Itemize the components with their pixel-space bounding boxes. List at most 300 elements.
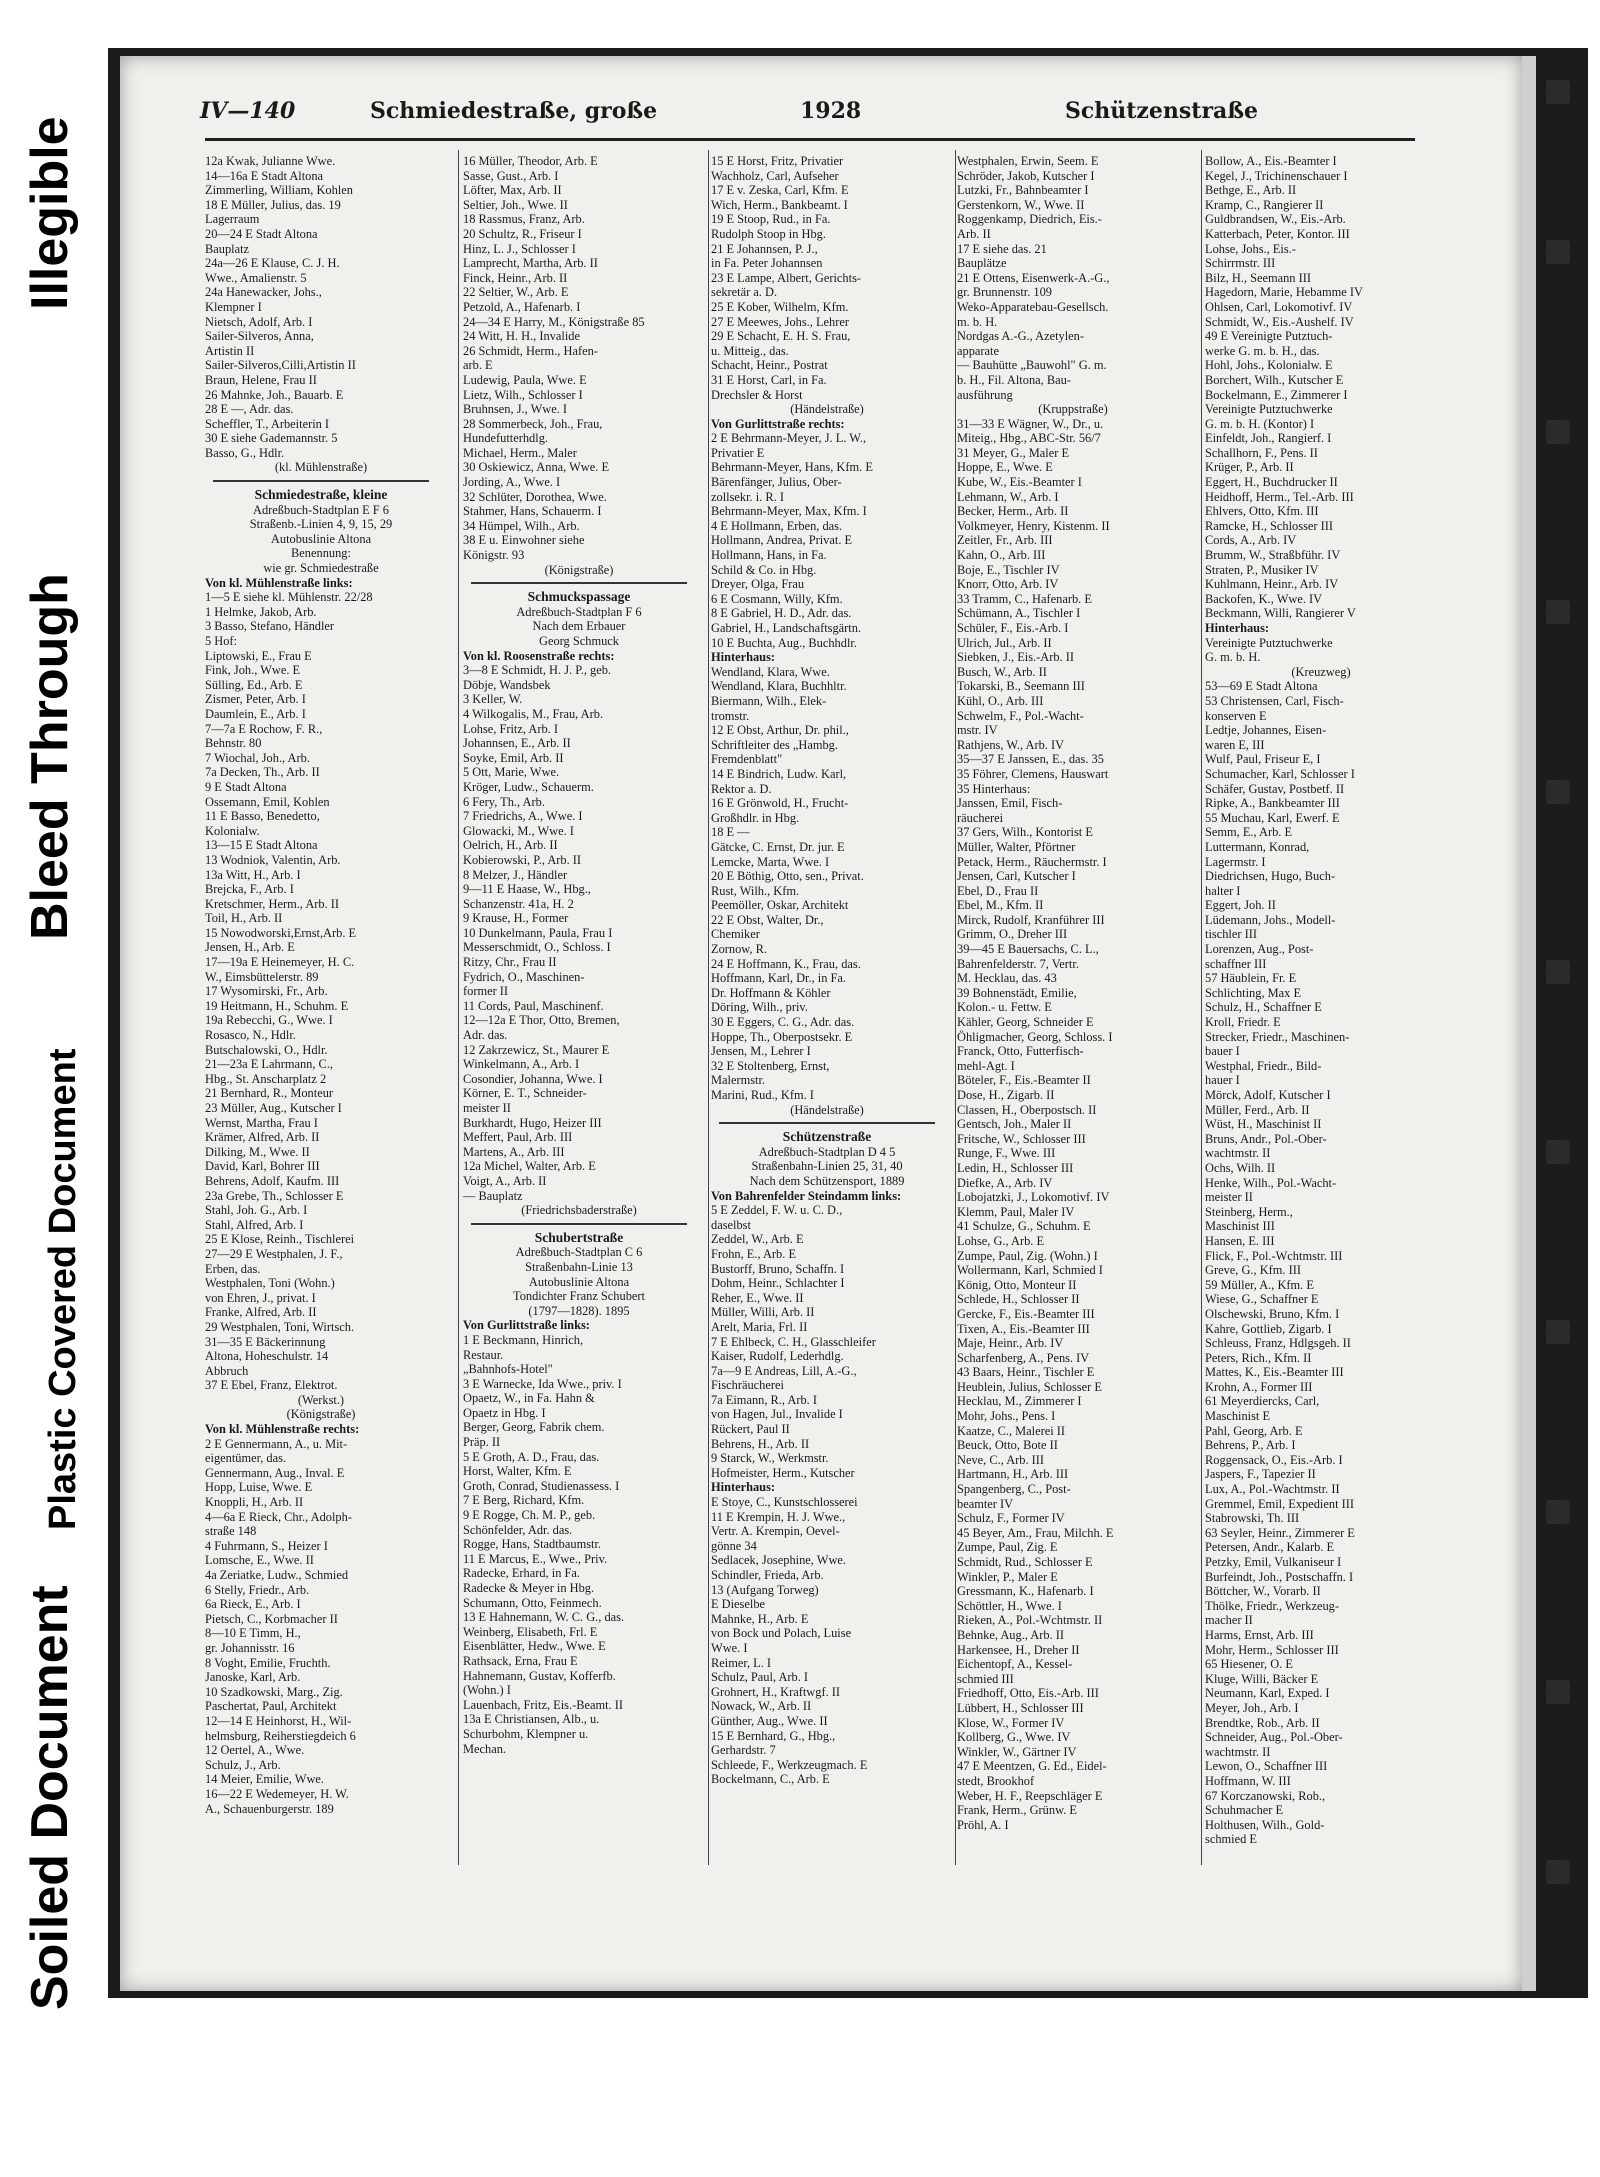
soiled-document-label: Soiled Document bbox=[21, 1585, 79, 2010]
directory-line: Hollmann, Hans, in Fa. bbox=[711, 548, 827, 563]
directory-line: Schirrmstr. III bbox=[1205, 256, 1276, 271]
directory-line: G. m. b. H. (Kontor) I bbox=[1205, 416, 1315, 431]
directory-line: Schild & Co. in Hbg. bbox=[711, 562, 817, 577]
directory-line: Kluge, Willi, Bäcker E bbox=[1205, 1671, 1319, 1686]
directory-line: 29 E Schacht, E. H. S. Frau, bbox=[711, 329, 851, 344]
directory-line: Rieken, A., Pol.-Wchtmstr. II bbox=[957, 1613, 1103, 1628]
directory-line: Hagedorn, Marie, Hebamme IV bbox=[1205, 285, 1363, 300]
section-rule bbox=[471, 1223, 687, 1225]
directory-line: 19 E Stoop, Rud., in Fa. bbox=[711, 212, 831, 227]
header-street-right: Schützenstraße bbox=[1065, 98, 1259, 124]
directory-line: halter I bbox=[1205, 883, 1241, 898]
directory-line: 61 Meyerdiercks, Carl, bbox=[1205, 1394, 1320, 1409]
directory-line: 12a Michel, Walter, Arb. E bbox=[463, 1159, 596, 1174]
directory-line: (Wohn.) I bbox=[463, 1683, 511, 1698]
directory-line: Katterbach, Peter, Kontor. III bbox=[1205, 226, 1350, 241]
directory-line: 24 E Hoffmann, K., Frau, das. bbox=[711, 956, 861, 971]
directory-line: Straßenbahn-Linien 25, 31, 40 bbox=[751, 1159, 903, 1174]
directory-line: Semm, E., Arb. E bbox=[1205, 825, 1293, 840]
illegible-label: Illegible bbox=[21, 116, 79, 310]
directory-line: Zornow, R. bbox=[711, 942, 767, 957]
directory-line: Berger, Georg, Fabrik chem. bbox=[463, 1420, 605, 1435]
directory-line: Rosasco, N., Hdlr. bbox=[205, 1028, 296, 1043]
directory-line: Jensen, Carl, Kutscher I bbox=[957, 869, 1076, 884]
directory-line: Petzky, Emil, Vulkaniseur I bbox=[1205, 1555, 1342, 1569]
page-header bbox=[200, 98, 1415, 134]
directory-line: Nach dem Schützensport, 1889 bbox=[749, 1173, 905, 1188]
directory-line: Wendland, Klara, Buchhltr. bbox=[711, 679, 847, 694]
directory-line: Großhdlr. in Hbg. bbox=[711, 810, 800, 825]
directory-line: Borchert, Wilh., Kutscher E bbox=[1205, 372, 1344, 387]
directory-line: Lagerraum bbox=[205, 212, 260, 227]
directory-line: Zumpe, Paul, Zig. E bbox=[957, 1540, 1058, 1555]
directory-line: Lorenzen, Aug., Post- bbox=[1205, 942, 1314, 957]
directory-line: 5 Hof: bbox=[205, 634, 238, 648]
directory-line: Guldbrandsen, W., Eis.-Arb. bbox=[1205, 212, 1346, 227]
directory-line: 10 Dunkelmann, Paula, Frau I bbox=[463, 925, 613, 940]
directory-line: Marini, Rud., Kfm. I bbox=[711, 1088, 814, 1102]
directory-line: Luttermann, Konrad, bbox=[1205, 839, 1310, 854]
directory-line: Rudolph Stoop in Hbg. bbox=[711, 226, 826, 241]
directory-line: Maschinist E bbox=[1205, 1409, 1271, 1424]
directory-line: 9—11 E Haase, W., Hbg., bbox=[463, 882, 591, 897]
directory-line: 6 Fery, Th., Arb. bbox=[463, 794, 545, 809]
directory-line: Hahnemann, Gustav, Kofferfb. bbox=[463, 1668, 616, 1683]
directory-line: 30 E Eggers, C. G., Adr. das. bbox=[711, 1015, 855, 1030]
directory-line: Brejcka, F., Arb. I bbox=[205, 882, 294, 897]
directory-line: Sülling, Ed., Arb. E bbox=[205, 677, 303, 692]
directory-line: Behrens, H., Arb. II bbox=[711, 1436, 810, 1451]
directory-line: 28 Sommerbeck, Joh., Frau, bbox=[463, 416, 603, 431]
directory-line: Reher, E., Wwe. II bbox=[711, 1290, 804, 1305]
directory-line: Schneider, Aug., Pol.-Ober- bbox=[1205, 1730, 1343, 1745]
directory-line: Tixen, A., Eis.-Beamter III bbox=[957, 1321, 1090, 1336]
directory-line: Diedrichsen, Hugo, Buch- bbox=[1205, 869, 1336, 884]
directory-line: 32 Schlüter, Dorothea, Wwe. bbox=[463, 489, 607, 504]
directory-line: Lemcke, Marta, Wwe. I bbox=[711, 854, 830, 869]
directory-line: Schöttler, H., Wwe. I bbox=[957, 1598, 1062, 1613]
directory-line: Neumann, Karl, Exped. I bbox=[1205, 1686, 1330, 1701]
directory-line: Bauplatz bbox=[205, 241, 250, 256]
directory-line: Adreßbuch-Stadtplan F 6 bbox=[516, 604, 642, 619]
directory-line: Schulz, H., Schaffner E bbox=[1205, 1000, 1322, 1015]
directory-line: Altona, Hoheschulstr. 14 bbox=[205, 1349, 329, 1364]
directory-line: Rektor a. D. bbox=[711, 781, 772, 796]
directory-line: 14 Meier, Emilie, Wwe. bbox=[205, 1772, 325, 1787]
directory-line: 17 Wysomirski, Fr., Arb. bbox=[205, 984, 328, 999]
directory-line: Ledin, H., Schlosser III bbox=[957, 1160, 1074, 1175]
directory-line: (kl. Mühlenstraße) bbox=[274, 460, 368, 475]
directory-line: 18 E Müller, Julius, das. 19 bbox=[205, 197, 341, 212]
directory-line: Mörck, Adolf, Kutscher I bbox=[1205, 1088, 1331, 1102]
directory-line: Schönfelder, Adr. das. bbox=[463, 1522, 573, 1537]
directory-line: M. Hecklau, das. 43 bbox=[957, 971, 1057, 986]
directory-line: Paschertat, Paul, Architekt bbox=[205, 1699, 337, 1714]
directory-line: Michael, Herm., Maler bbox=[463, 445, 577, 460]
directory-line: Gercke, F., Eis.-Beamter III bbox=[957, 1306, 1095, 1321]
directory-line: E Dieselbe bbox=[711, 1597, 766, 1612]
directory-line: Weinberg, Elisabeth, Frl. E bbox=[463, 1624, 598, 1639]
directory-line: Benennung: bbox=[291, 546, 351, 561]
directory-line: 7 E Berg, Richard, Kfm. bbox=[463, 1493, 585, 1508]
directory-line: Seltier, Joh., Wwe. II bbox=[463, 197, 568, 212]
directory-line: werke G. m. b. H., das. bbox=[1205, 343, 1320, 358]
directory-line: Cosondier, Johanna, Wwe. I bbox=[463, 1071, 603, 1086]
directory-line: Schäfer, Gustav, Postbetf. II bbox=[1205, 781, 1345, 796]
directory-line: Stahmer, Hans, Schauerm. I bbox=[463, 504, 602, 519]
directory-line: 3 Keller, W. bbox=[463, 692, 523, 707]
directory-line: „Bahnhofs-Hotel" bbox=[463, 1362, 553, 1377]
directory-line: 16 Müller, Theodor, Arb. E bbox=[463, 154, 598, 168]
directory-line: Petersen, Andr., Kalarb. E bbox=[1205, 1540, 1335, 1555]
directory-line: Kahn, O., Arb. III bbox=[957, 548, 1046, 563]
directory-line: Nowack, W., Arb. II bbox=[711, 1699, 812, 1714]
directory-line: sekretär a. D. bbox=[711, 285, 778, 300]
directory-line: u. Mitteig., das. bbox=[711, 343, 789, 358]
directory-line: Fink, Joh., Wwe. E bbox=[205, 663, 301, 678]
plastic-covered-label: Plastic Covered Document bbox=[42, 1048, 84, 1530]
directory-line: Vertr. A. Krempin, Oevel- bbox=[711, 1524, 840, 1539]
directory-line: Schüler, F., Eis.-Arb. I bbox=[957, 621, 1069, 635]
directory-line: Vereinigte Putztuchwerke bbox=[1205, 402, 1333, 417]
directory-line: 21 E Johannsen, P. J., bbox=[711, 241, 818, 256]
directory-line: Zeddel, W., Arb. E bbox=[711, 1232, 804, 1247]
directory-line: Bruhnsen, J., Wwe. I bbox=[463, 402, 568, 417]
directory-line: Schindler, Frieda, Arb. bbox=[711, 1568, 824, 1582]
directory-line: 8 E Gabriel, H. D., Adr. das. bbox=[711, 606, 852, 621]
directory-line: Hartmann, H., Arb. III bbox=[957, 1467, 1069, 1482]
directory-line: Zismer, Peter, Arb. I bbox=[205, 692, 306, 707]
directory-line: 7a—9 E Andreas, Lill, A.-G., bbox=[711, 1363, 857, 1378]
directory-line: Bustorff, Bruno, Schaffn. I bbox=[711, 1261, 845, 1276]
directory-line: Scharfenberg, A., Pens. IV bbox=[957, 1350, 1090, 1365]
directory-line: Pietsch, C., Korbmacher II bbox=[205, 1611, 338, 1626]
directory-line: 23a Grebe, Th., Schlosser E bbox=[205, 1188, 344, 1203]
directory-line: Schleuss, Franz, Hdlgsgeh. II bbox=[1205, 1336, 1351, 1351]
directory-line: Bethge, E., Arb. II bbox=[1205, 183, 1297, 198]
binding-marks bbox=[1540, 60, 1580, 1960]
directory-line: Winkelmann, A., Arb. I bbox=[463, 1057, 580, 1072]
directory-line: Adr. das. bbox=[463, 1028, 508, 1043]
directory-line: von Ehren, J., privat. I bbox=[205, 1290, 316, 1305]
directory-line: 24a—26 E Klause, C. J. H. bbox=[205, 256, 340, 271]
directory-line: Stahl, Alfred, Arb. I bbox=[205, 1217, 304, 1232]
directory-line: Hoffmann, W. III bbox=[1205, 1773, 1291, 1788]
directory-line: (Werkst.) bbox=[297, 1392, 345, 1407]
directory-line: Arb. II bbox=[957, 226, 991, 241]
directory-line: Fydrich, O., Maschinen- bbox=[463, 969, 585, 984]
directory-line: arb. E bbox=[463, 358, 493, 373]
directory-line: Harms, Ernst, Arb. III bbox=[1205, 1627, 1314, 1642]
directory-line: 12 E Obst, Arthur, Dr. phil., bbox=[711, 723, 849, 738]
directory-line: Mahnke, H., Arb. E bbox=[711, 1611, 809, 1626]
column-4 bbox=[957, 154, 1189, 1832]
directory-line: Henke, Wilh., Pol.-Wacht- bbox=[1205, 1175, 1337, 1190]
directory-line: Gätcke, C. Ernst, Dr. jur. E bbox=[711, 839, 845, 854]
directory-line: 18 Rassmus, Franz, Arb. bbox=[463, 212, 585, 227]
directory-line: Schützenstraße bbox=[782, 1130, 872, 1145]
directory-line: b. H., Fil. Altona, Bau- bbox=[957, 372, 1071, 387]
directory-line: Siebken, J., Eis.-Arb. II bbox=[957, 650, 1075, 665]
directory-line: Lohse, Fritz, Arb. I bbox=[463, 721, 558, 736]
directory-line: Franck, Otto, Futterfisch- bbox=[957, 1044, 1084, 1059]
directory-line: Adreßbuch-Stadtplan E F 6 bbox=[253, 502, 389, 517]
directory-line: Stabrowski, Th. III bbox=[1205, 1511, 1300, 1526]
directory-line: 37 Gers, Wilh., Kontorist E bbox=[957, 825, 1093, 840]
directory-line: 7a Decken, Th., Arb. II bbox=[205, 765, 320, 780]
directory-line: 21—23a E Lahrmann, C., bbox=[205, 1057, 334, 1072]
directory-line: Tondichter Franz Schubert bbox=[513, 1289, 645, 1304]
directory-line: 11 Cords, Paul, Maschinenf. bbox=[463, 998, 604, 1013]
directory-line: Gennermann, Aug., Inval. E bbox=[205, 1465, 345, 1480]
directory-line: Kube, W., Eis.-Beamter I bbox=[957, 475, 1082, 490]
directory-line: 26 Schmidt, Herm., Hafen- bbox=[463, 343, 598, 358]
directory-line: 20—24 E Stadt Altona bbox=[205, 226, 318, 241]
directory-line: Ebel, M., Kfm. II bbox=[957, 898, 1044, 913]
directory-line: Ohlsen, Carl, Lokomotivf. IV bbox=[1205, 299, 1353, 314]
directory-line: Krohn, A., Former III bbox=[1205, 1379, 1313, 1394]
directory-line: Hbg., St. Anscharplatz 2 bbox=[205, 1071, 327, 1086]
directory-line: Ehlvers, Otto, Kfm. III bbox=[1205, 504, 1319, 519]
directory-line: Rathjens, W., Arb. IV bbox=[957, 737, 1065, 752]
directory-line: meister II bbox=[463, 1101, 511, 1115]
directory-line: 12—14 E Heinhorst, H., Wil- bbox=[205, 1713, 352, 1728]
directory-line: 29 Westphalen, Toni, Wirtsch. bbox=[205, 1319, 355, 1334]
directory-line: 11 E Krempin, H. J. Wwe., bbox=[711, 1509, 846, 1524]
directory-line: Wernst, Martha, Frau I bbox=[205, 1115, 318, 1130]
directory-line: Sailer-Silveros, Anna, bbox=[205, 329, 314, 344]
directory-line: Roggensack, O., Eis.-Arb. I bbox=[1205, 1452, 1343, 1467]
directory-line: ausführung bbox=[957, 387, 1013, 402]
directory-line: Lamprecht, Martha, Arb. II bbox=[463, 256, 598, 271]
directory-line: Strecker, Friedr., Maschinen- bbox=[1205, 1029, 1350, 1044]
directory-line: Autobuslinie Altona bbox=[528, 1274, 630, 1289]
directory-line: 4 Fuhrmann, S., Heizer I bbox=[205, 1538, 328, 1553]
directory-line: Runge, F., Wwe. III bbox=[957, 1146, 1056, 1161]
directory-line: Gremmel, Emil, Expedient III bbox=[1205, 1496, 1354, 1511]
directory-line: Diefke, A., Arb. IV bbox=[957, 1175, 1053, 1190]
directory-line: Krüger, P., Arb. II bbox=[1205, 460, 1294, 475]
directory-line: — Bauhütte „Bauwohl" G. m. bbox=[957, 358, 1107, 373]
directory-line: 23 E Lampe, Albert, Gerichts- bbox=[711, 270, 862, 285]
directory-line: 41 Schulze, G., Schuhm. E bbox=[957, 1219, 1091, 1234]
directory-line: Heublein, Julius, Schlosser E bbox=[957, 1379, 1102, 1394]
directory-line: Ulrich, Jul., Arb. II bbox=[957, 635, 1052, 650]
directory-line: 13 Wodniok, Valentin, Arb. bbox=[205, 852, 341, 867]
directory-line: Böteler, F., Eis.-Beamter II bbox=[957, 1073, 1091, 1088]
directory-line: Kramp, C., Rangierer II bbox=[1205, 197, 1324, 212]
directory-line: Löfter, Max, Arb. II bbox=[463, 183, 562, 198]
directory-line: Adreßbuch-Stadtplan C 6 bbox=[515, 1245, 643, 1260]
directory-line: 12a Kwak, Julianne Wwe. bbox=[205, 154, 336, 168]
directory-line: 13 E Hahnemann, W. C. G., das. bbox=[463, 1610, 625, 1625]
directory-line: Horst, Walter, Kfm. E bbox=[463, 1464, 572, 1479]
directory-line: 24—34 E Harry, M., Königstraße 85 bbox=[463, 314, 645, 329]
directory-line: Ossemann, Emil, Kohlen bbox=[205, 794, 330, 809]
directory-line: Hinterhaus: bbox=[1205, 621, 1270, 635]
directory-line: Döring, Wilh., priv. bbox=[711, 1000, 808, 1015]
directory-line: Messerschmidt, O., Schloss. I bbox=[463, 940, 611, 955]
directory-line: Cords, A., Arb. IV bbox=[1205, 533, 1297, 548]
directory-line: 17—19a E Heinemeyer, H. C. bbox=[205, 955, 355, 970]
directory-line: Öhligmacher, Georg, Schloss. I bbox=[957, 1029, 1113, 1044]
directory-line: Busch, W., Arb. II bbox=[957, 664, 1047, 679]
directory-line: Schleede, F., Werkzeugmach. E bbox=[711, 1757, 868, 1772]
directory-line: 3—8 E Schmidt, H. J. P., geb. bbox=[463, 663, 612, 678]
directory-line: Chemiker bbox=[711, 927, 760, 942]
directory-line: Hundefutterhdlg. bbox=[463, 431, 548, 446]
directory-line: 34 Hümpel, Wilh., Arb. bbox=[463, 518, 580, 533]
directory-line: Müller, Walter, Pförtner bbox=[957, 839, 1076, 854]
directory-line: Liptowski, E., Frau E bbox=[205, 648, 312, 663]
directory-line: Basso, G., Hdlr. bbox=[205, 445, 285, 460]
directory-line: Winkler, P., Maler E bbox=[957, 1569, 1058, 1584]
directory-line: 13—15 E Stadt Altona bbox=[205, 838, 318, 853]
directory-line: (Königstraße) bbox=[544, 562, 614, 577]
directory-line: Artistin II bbox=[205, 343, 255, 358]
directory-line: Bockelmann, C., Arb. E bbox=[711, 1772, 830, 1787]
directory-line: Becker, Herm., Arb. II bbox=[957, 504, 1069, 519]
directory-line: 13a Witt, H., Arb. I bbox=[205, 867, 301, 882]
directory-line: 21 Bernhard, R., Monteur bbox=[205, 1086, 334, 1101]
directory-line: Von kl. Mühlenstraße links: bbox=[205, 575, 353, 590]
directory-line: 4 E Hollmann, Erben, das. bbox=[711, 518, 843, 533]
directory-line: former II bbox=[463, 984, 509, 999]
directory-line: Eggert, H., Buchdrucker II bbox=[1205, 475, 1338, 490]
directory-line: Schulz, Paul, Arb. I bbox=[711, 1670, 809, 1685]
directory-line: Straßenb.-Linien 4, 9, 15, 29 bbox=[249, 517, 393, 532]
directory-line: 20 Schultz, R., Friseur I bbox=[463, 226, 582, 241]
header-rule bbox=[205, 138, 1415, 141]
directory-line: Rückert, Paul II bbox=[711, 1422, 790, 1437]
directory-line: 32 E Stoltenberg, Ernst, bbox=[711, 1058, 830, 1073]
directory-line: Erben, das. bbox=[205, 1261, 261, 1276]
directory-line: Maschinist III bbox=[1205, 1219, 1275, 1234]
directory-line: Gabriel, H., Landschaftsgärtn. bbox=[711, 621, 862, 635]
directory-line: straße 148 bbox=[205, 1524, 257, 1539]
directory-line: Kröger, Ludw., Schauerm. bbox=[463, 779, 594, 794]
directory-line: Backofen, K., Wwe. IV bbox=[1205, 591, 1323, 606]
directory-line: in Fa. Peter Johannsen bbox=[711, 256, 823, 271]
directory-line: Schmiedestraße, kleine bbox=[254, 488, 388, 503]
directory-line: 26 Mahnke, Joh., Bauarb. E bbox=[205, 387, 344, 402]
directory-line: Olschewski, Bruno, Kfm. I bbox=[1205, 1306, 1340, 1321]
directory-line: 11 E Basso, Benedetto, bbox=[205, 809, 320, 824]
directory-line: 4a Zeriatke, Ludw., Schmied bbox=[205, 1568, 349, 1582]
directory-line: 5 Ott, Marie, Wwe. bbox=[463, 765, 560, 780]
directory-line: 12—12a E Thor, Otto, Bremen, bbox=[463, 1013, 620, 1028]
directory-line: Klemm, Paul, Maler IV bbox=[957, 1204, 1075, 1219]
directory-line: Wollermann, Karl, Schmied I bbox=[957, 1263, 1103, 1278]
directory-line: Dilking, M., Wwe. II bbox=[205, 1144, 310, 1159]
directory-line: Hoppe, E., Wwe. E bbox=[957, 460, 1053, 475]
directory-line: Maje, Heinr., Arb. IV bbox=[957, 1336, 1064, 1351]
directory-line: Bockelmann, E., Zimmerer I bbox=[1205, 387, 1348, 402]
directory-line: 12 Zakrzewicz, St., Maurer E bbox=[463, 1042, 610, 1057]
directory-line: Präp. II bbox=[463, 1435, 501, 1450]
directory-line: wie gr. Schmiedestraße bbox=[263, 561, 379, 576]
bleed-through-label: Bleed Through bbox=[21, 573, 79, 940]
directory-line: Glowacki, M., Wwe. I bbox=[463, 823, 574, 838]
directory-line: Dr. Hoffmann & Köhler bbox=[711, 985, 831, 1000]
directory-line: Ramcke, H., Schlosser III bbox=[1205, 518, 1334, 533]
directory-line: Vereinigte Putztuchwerke bbox=[1205, 635, 1333, 650]
directory-line: Kahre, Gottlieb, Zigarb. I bbox=[1205, 1321, 1332, 1336]
directory-line: Wiese, G., Schaffner E bbox=[1205, 1292, 1319, 1307]
directory-line: Frohn, E., Arb. E bbox=[711, 1246, 797, 1261]
directory-line: Wwe., Amalienstr. 5 bbox=[205, 270, 307, 285]
directory-line: 21 E Ottens, Eisenwerk-A.-G., bbox=[957, 270, 1110, 285]
directory-line: Straßenbahn-Linie 13 bbox=[525, 1259, 633, 1274]
directory-line: Bahrenfelderstr. 7, Vertr. bbox=[957, 956, 1079, 971]
directory-line: Jensen, H., Arb. E bbox=[205, 940, 295, 955]
directory-line: Autobuslinie Altona bbox=[270, 531, 372, 546]
directory-line: Knoppli, H., Arb. II bbox=[205, 1495, 304, 1510]
directory-line: Burfeindt, Joh., Postschaffn. I bbox=[1205, 1569, 1354, 1584]
directory-line: 22 E Obst, Walter, Dr., bbox=[711, 912, 824, 927]
directory-line: Flick, F., Pol.-Wchtmstr. III bbox=[1205, 1248, 1343, 1263]
directory-line: Schröder, Jakob, Kutscher I bbox=[957, 168, 1095, 183]
directory-line: Günther, Aug., Wwe. II bbox=[711, 1713, 828, 1728]
directory-line: Westphalen, Erwin, Seem. E bbox=[957, 154, 1099, 168]
column-divider bbox=[458, 150, 459, 1865]
directory-line: 17 E v. Zeska, Carl, Kfm. E bbox=[711, 183, 849, 198]
directory-line: eigentümer, das. bbox=[205, 1451, 287, 1466]
directory-line: Franke, Alfred, Arb. II bbox=[205, 1305, 317, 1320]
directory-line: Frank, Herm., Grünw. E bbox=[957, 1803, 1077, 1818]
directory-line: m. b. H. bbox=[957, 314, 998, 329]
directory-line: 19 Heitmann, H., Schuhm. E bbox=[205, 998, 349, 1013]
directory-line: Opaetz in Hbg. I bbox=[463, 1405, 546, 1420]
directory-line: 25 E Kober, Wilhelm, Kfm. bbox=[711, 299, 849, 314]
directory-line: Schuhmacher E bbox=[1205, 1803, 1284, 1818]
directory-line: 57 Häublein, Fr. E bbox=[1205, 971, 1297, 986]
directory-line: 38 E u. Einwohner siehe bbox=[463, 533, 585, 548]
directory-line: 49 E Vereinigte Putztuch- bbox=[1205, 329, 1333, 344]
directory-line: 67 Korczanowski, Rob., bbox=[1205, 1788, 1326, 1803]
directory-line: Schacht, Heinr., Postrat bbox=[711, 358, 828, 373]
directory-line: Knorr, Otto, Arb. IV bbox=[957, 577, 1059, 592]
directory-line: 8 Voght, Emilie, Fruchth. bbox=[205, 1655, 331, 1670]
directory-line: schmied III bbox=[957, 1671, 1014, 1686]
directory-line: Holthusen, Wilh., Gold- bbox=[1205, 1817, 1325, 1832]
directory-line: Burkhardt, Hugo, Heizer III bbox=[463, 1115, 602, 1130]
directory-line: Nordgas A.-G., Azetylen- bbox=[957, 329, 1084, 344]
directory-line: 55 Muchau, Karl, Ewerf. E bbox=[1205, 810, 1340, 825]
directory-line: Hoppe, Th., Oberpostsekr. E bbox=[711, 1029, 853, 1044]
directory-line: Zeitler, Fr., Arb. III bbox=[957, 533, 1053, 548]
directory-line: Brumm, W., Straßbführ. IV bbox=[1205, 548, 1341, 563]
directory-line: Dohm, Heinr., Schlachter I bbox=[711, 1276, 845, 1291]
column-divider bbox=[708, 150, 709, 1865]
directory-line: Bruns, Andr., Pol.-Ober- bbox=[1205, 1131, 1327, 1146]
directory-line: zollsekr. i. R. I bbox=[711, 489, 784, 504]
directory-line: Opaetz, W., in Fa. Hahn & bbox=[463, 1391, 595, 1406]
directory-line: Daumlein, E., Arb. I bbox=[205, 706, 306, 721]
directory-line: 53 Christensen, Carl, Fisch- bbox=[1205, 693, 1344, 708]
directory-line: hauer I bbox=[1205, 1073, 1240, 1088]
directory-line: 5 E Zeddel, F. W. u. C. D., bbox=[711, 1203, 843, 1218]
directory-line: Kolon.- u. Fettw. E bbox=[957, 1000, 1052, 1015]
directory-line: 24a Hanewacker, Johs., bbox=[205, 285, 322, 300]
directory-line: Schmuckspassage bbox=[527, 590, 631, 605]
directory-line: tischler III bbox=[1205, 927, 1257, 942]
directory-line: Hoffmann, Karl, Dr., in Fa. bbox=[711, 971, 847, 986]
directory-line: Wulf, Paul, Friseur E, I bbox=[1205, 752, 1321, 767]
directory-line: Kollberg, G., Wwe. IV bbox=[957, 1730, 1071, 1745]
directory-line: 19a Rebecchi, G., Wwe. I bbox=[205, 1013, 333, 1028]
directory-line: Kretschmer, Herm., Arb. II bbox=[205, 896, 340, 911]
